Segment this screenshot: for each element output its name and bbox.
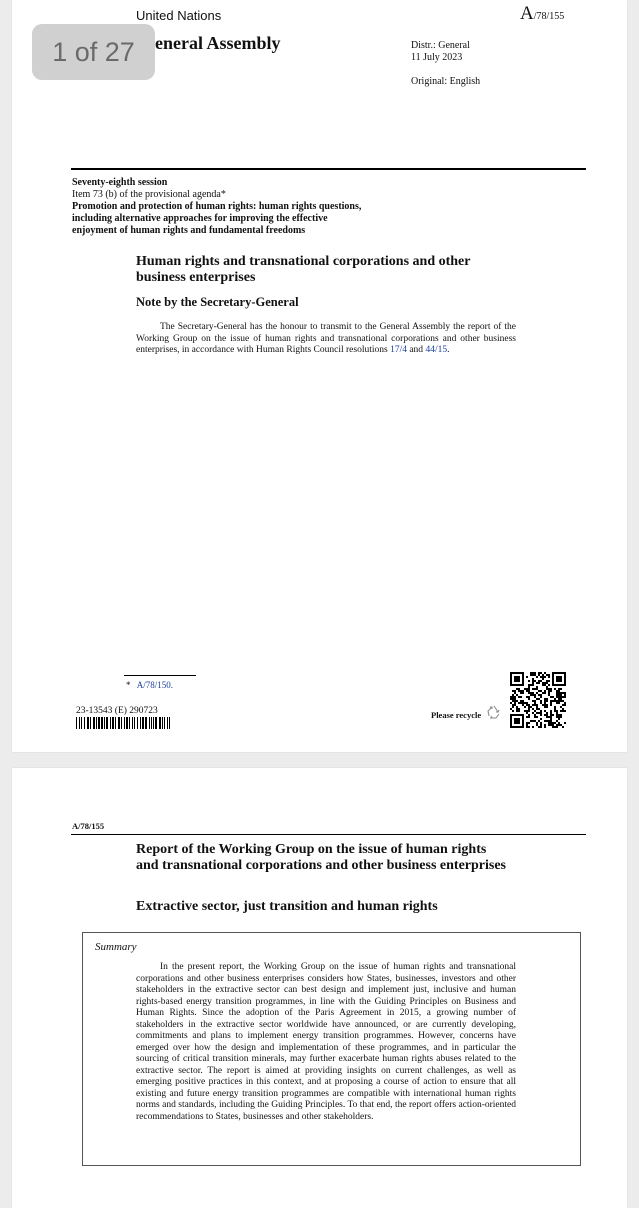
report-subtitle: Extractive sector, just transition and human rights bbox=[136, 899, 438, 914]
document-barcode bbox=[76, 717, 194, 729]
header-rule bbox=[71, 168, 586, 170]
session-name: Seventy-eighth session bbox=[72, 177, 168, 188]
document-title: Human rights and transnational corporations and other business enterprises bbox=[136, 254, 471, 285]
page-header-rule bbox=[71, 834, 586, 835]
organization-name: United Nations bbox=[136, 8, 222, 23]
footnote bbox=[126, 679, 173, 691]
please-recycle-label: Please recycle bbox=[431, 710, 482, 720]
document-page-2 bbox=[12, 768, 627, 1208]
agenda-title: Promotion and protection of human rights: human rights questions, including alternative approaches for improving the effective enjoyment of human rights and fundamental freedoms bbox=[72, 201, 362, 236]
summary-text: In the present report, the Working Group on the issue of human rights and transnational corporations and other business enterprises considers how States, businesses, investors and other stakeholders in the extractive sector can best design and implement just, inclusive and human rights-based energy transition programmes, in line with the Guiding Principles on Business and Human Rights. Since the adoption of the Paris Agreement in 2015, a growing number of stakeholders in the extractive sector worldwide have announced, or are currently developing, commitments and plans to implement energy transition programmes. However, concerns have emerged over how the design and implementation of these programmes, and in particular the sourcing of critical transition minerals, may further exacerbate human rights abuses related to the extractive sector. The report is aimed at providing insights on current challenges, as well as emerging positive practices in this context, and at proposing a course of action to ensure that all existing and future energy transition programmes are compatible with international human rights norms and standards, including the Guiding Principles. To that end, the report offers action-oriented recommendations to States, businesses and other stakeholders. bbox=[136, 962, 516, 1122]
note-paragraph bbox=[136, 322, 516, 357]
footnote-link[interactable]: A/78/150. bbox=[136, 680, 174, 690]
page-header-symbol: A/78/155 bbox=[72, 821, 105, 831]
symbol-suffix: /78/155 bbox=[533, 11, 565, 22]
recycle-icon bbox=[486, 704, 502, 725]
resolution-link-44-15[interactable]: 44/15 bbox=[425, 345, 448, 355]
footnote-marker: * bbox=[126, 680, 131, 690]
symbol-prefix: A bbox=[520, 3, 534, 24]
original-language: Original: English bbox=[411, 76, 481, 87]
summary-box bbox=[82, 932, 581, 1166]
summary-label: Summary bbox=[95, 941, 137, 953]
qr-code bbox=[510, 672, 566, 733]
note-heading: Note by the Secretary-General bbox=[136, 295, 299, 309]
page-indicator-badge: 1 of 27 bbox=[32, 24, 155, 80]
general-assembly-title: eneral Assembly bbox=[155, 33, 281, 53]
document-symbol bbox=[520, 3, 564, 25]
resolution-link-17-4[interactable]: 17/4 bbox=[390, 345, 407, 355]
distribution: Distr.: General bbox=[411, 40, 470, 51]
document-number: 23-13543 (E) 290723 bbox=[76, 706, 158, 716]
document-date: 11 July 2023 bbox=[411, 52, 463, 63]
note-text-end: . bbox=[447, 345, 450, 355]
note-text-and: and bbox=[406, 345, 426, 355]
note-text: The Secretary-General has the honour to transmit to the General Assembly the report of the Working Group on the issue of human rights and transnational corporations and other business enterprises, in accordance with Human Rights Council resolutions bbox=[136, 322, 516, 355]
agenda-item: Item 73 (b) of the provisional agenda* bbox=[72, 189, 226, 200]
footnote-rule bbox=[124, 675, 196, 676]
document-page-1 bbox=[12, 0, 627, 752]
report-title: Report of the Working Group on the issue of human rights and transnational corporations and other business enterprises bbox=[136, 842, 507, 873]
